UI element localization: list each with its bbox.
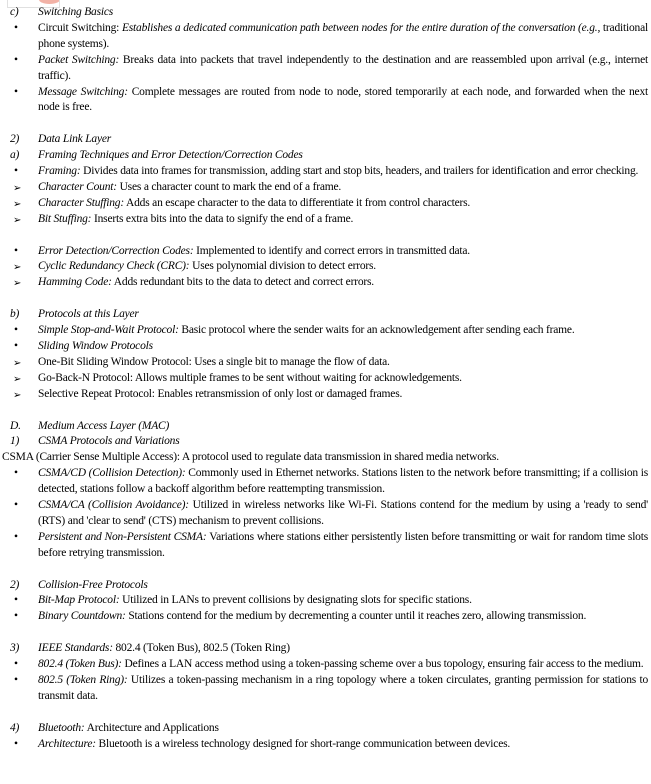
- list-marker: 3): [10, 642, 20, 655]
- list-marker: 2): [10, 578, 20, 591]
- arrow-character-stuffing: [2, 196, 648, 212]
- text-content: Binary Countdown: Stations contend for the medium by decrementing a counter until it reaches zero, allowing transmission.: [38, 610, 587, 623]
- blank-line: [2, 291, 648, 307]
- bullet-token-ring: [2, 673, 648, 705]
- list-marker: 2): [10, 133, 20, 146]
- arrow-icon: ➢: [13, 389, 22, 401]
- bullet-icon: •: [14, 737, 18, 750]
- bullet-token-bus: [2, 657, 648, 673]
- bullet-icon: •: [14, 610, 18, 623]
- bullet-bit-map-protocol: [2, 593, 648, 609]
- blank-line: [2, 625, 648, 641]
- bullet-bluetooth-architecture: [2, 737, 648, 753]
- document-body: [2, 5, 648, 752]
- text-content: IEEE Standards: 802.4 (Token Bus), 802.5 (Token Ring): [38, 642, 290, 655]
- bullet-icon: •: [14, 244, 18, 257]
- text-content: Medium Access Layer (MAC): [38, 419, 170, 432]
- bullet-message-switching: [2, 85, 648, 117]
- text-content: Character Stuffing: Adds an escape character to the data to differentiate it from control characters.: [38, 196, 471, 209]
- blank-line: [2, 705, 648, 721]
- text-content: 802.4 (Token Bus): Defines a LAN access method using a token-passing scheme over a bus topology, ensuring fair access to the medium.: [38, 658, 644, 671]
- bullet-icon: •: [14, 658, 18, 671]
- arrow-character-count: [2, 180, 648, 196]
- bullet-icon: •: [14, 673, 18, 686]
- text-content: Go-Back-N Protocol: Allows multiple frames to be sent without waiting for acknowledgements.: [38, 371, 462, 384]
- arrow-crc: [2, 259, 648, 275]
- text-content: 802.5 (Token Ring): Utilizes a token-passing mechanism in a ring topology where a token circulates, granting permission for stations to transmit data.: [38, 673, 648, 702]
- heading-bluetooth: [2, 721, 648, 737]
- text-content: Simple Stop-and-Wait Protocol: Basic protocol where the sender waits for an acknowledgement after sending each frame.: [38, 324, 575, 337]
- arrow-icon: ➢: [13, 214, 22, 226]
- text-content: CSMA Protocols and Variations: [38, 435, 180, 448]
- bullet-icon: •: [14, 467, 18, 480]
- heading-framing-techniques: [2, 148, 648, 164]
- bullet-error-detection-codes: [2, 244, 648, 260]
- bullet-icon: •: [14, 324, 18, 337]
- text-content: Packet Switching: Breaks data into packets that travel independently to the destination and are reassembled upon arrival (e.g., internet traffic).: [38, 53, 648, 82]
- heading-csma-protocols: [2, 434, 648, 450]
- bullet-icon: •: [14, 339, 18, 352]
- bullet-icon: •: [14, 53, 18, 66]
- arrow-icon: ➢: [13, 373, 22, 385]
- bullet-icon: •: [14, 499, 18, 512]
- text-content: Selective Repeat Protocol: Enables retransmission of only lost or damaged frames.: [38, 387, 403, 400]
- text-content: Architecture: Bluetooth is a wireless technology designed for short-range communication between devices.: [38, 737, 511, 750]
- arrow-selective-repeat: [2, 387, 648, 403]
- bullet-icon: •: [14, 165, 18, 178]
- arrow-hamming-code: [2, 275, 648, 291]
- text-content: Message Switching: Complete messages are routed from node to node, stored temporarily at each node, and forwarded when the next node is free.: [38, 85, 648, 114]
- text-content: Bluetooth: Architecture and Applications: [38, 721, 219, 734]
- list-marker: c): [10, 6, 19, 18]
- bullet-packet-switching: [2, 53, 648, 85]
- arrow-icon: ➢: [13, 278, 22, 290]
- bullet-csma-cd: [2, 466, 648, 498]
- arrow-icon: ➢: [13, 357, 22, 369]
- text-content: Framing Techniques and Error Detection/Correction Codes: [38, 149, 303, 162]
- heading-medium-access-layer: [2, 419, 648, 435]
- bullet-circuit-switching: [2, 21, 648, 53]
- text-content: Bit-Map Protocol: Utilized in LANs to prevent collisions by designating slots for specific stations.: [38, 594, 472, 607]
- text-content: Hamming Code: Adds redundant bits to the data to detect and correct errors.: [38, 276, 374, 289]
- arrow-one-bit-sliding-window: [2, 355, 648, 371]
- text-content: Framing: Divides data into frames for transmission, adding start and stop bits, headers, and trailers for identification and error checking.: [38, 165, 639, 178]
- text-content: Protocols at this Layer: [38, 308, 139, 321]
- bullet-icon: •: [14, 85, 18, 98]
- heading-collision-free-protocols: [2, 578, 648, 594]
- heading-switching-basics: [2, 5, 648, 21]
- text-content: Cyclic Redundancy Check (CRC): Uses polynomial division to detect errors.: [38, 260, 376, 273]
- text-content: Error Detection/Correction Codes: Implemented to identify and correct errors in transmitted data.: [38, 244, 470, 257]
- text-content: CSMA/CD (Collision Detection): Commonly used in Ethernet networks. Stations listen to the network before transmitting; if a collision is detected, stations follow a backoff algorithm before reattempting transmission.: [38, 467, 648, 496]
- text-content: One-Bit Sliding Window Protocol: Uses a single bit to manage the flow of data.: [38, 355, 390, 368]
- list-marker: D.: [10, 419, 21, 432]
- arrow-icon: ➢: [13, 262, 22, 274]
- bullet-binary-countdown: [2, 609, 648, 625]
- arrow-bit-stuffing: [2, 212, 648, 228]
- bullet-icon: •: [14, 21, 18, 34]
- text-content: Character Count: Uses a character count to mark the end of a frame.: [38, 180, 342, 193]
- blank-line: [2, 116, 648, 132]
- text-content: Data Link Layer: [38, 133, 112, 146]
- bullet-framing: [2, 164, 648, 180]
- list-marker: a): [10, 149, 20, 162]
- blank-line: [2, 403, 648, 419]
- arrow-icon: ➢: [13, 198, 22, 210]
- text-content: Persistent and Non-Persistent CSMA: Variations where stations either persistently listen before transmitting or wait for random time slots before retrying transmission.: [38, 530, 649, 559]
- bullet-stop-and-wait: [2, 323, 648, 339]
- text-content: Collision-Free Protocols: [38, 578, 148, 591]
- bullet-icon: •: [14, 530, 18, 543]
- paragraph-csma-definition: [2, 450, 648, 466]
- arrow-icon: ➢: [13, 182, 22, 194]
- text-content: Sliding Window Protocols: [38, 339, 153, 352]
- text-content: CSMA/CA (Collision Avoidance): Utilized in wireless networks like Wi-Fi. Stations contend for the medium by using a 'ready to send' (RTS) and 'clear to send' (CTS) mechanism to prevent collisions.: [38, 499, 649, 527]
- arrow-go-back-n: [2, 371, 648, 387]
- text-content: Bit Stuffing: Inserts extra bits into the data to signify the end of a frame.: [38, 212, 354, 225]
- bullet-sliding-window-protocols: [2, 339, 648, 355]
- text-content: CSMA (Carrier Sense Multiple Access): A protocol used to regulate data transmission in shared media networks.: [2, 451, 499, 464]
- list-marker: 4): [10, 721, 20, 734]
- list-marker: 1): [10, 435, 20, 448]
- text-content: Switching Basics: [38, 6, 114, 18]
- blank-line: [2, 562, 648, 578]
- bullet-csma-ca: [2, 498, 648, 530]
- bullet-persistent-csma: [2, 530, 648, 562]
- blank-line: [2, 228, 648, 244]
- text-content: Circuit Switching: Establishes a dedicated communication path between nodes for the entire duration of the conversation (e.g., traditional phone systems).: [38, 21, 648, 50]
- bullet-icon: •: [14, 594, 18, 607]
- heading-data-link-layer: [2, 132, 648, 148]
- heading-protocols-at-this-layer: [2, 307, 648, 323]
- list-marker: b): [10, 308, 20, 321]
- heading-ieee-standards: [2, 641, 648, 657]
